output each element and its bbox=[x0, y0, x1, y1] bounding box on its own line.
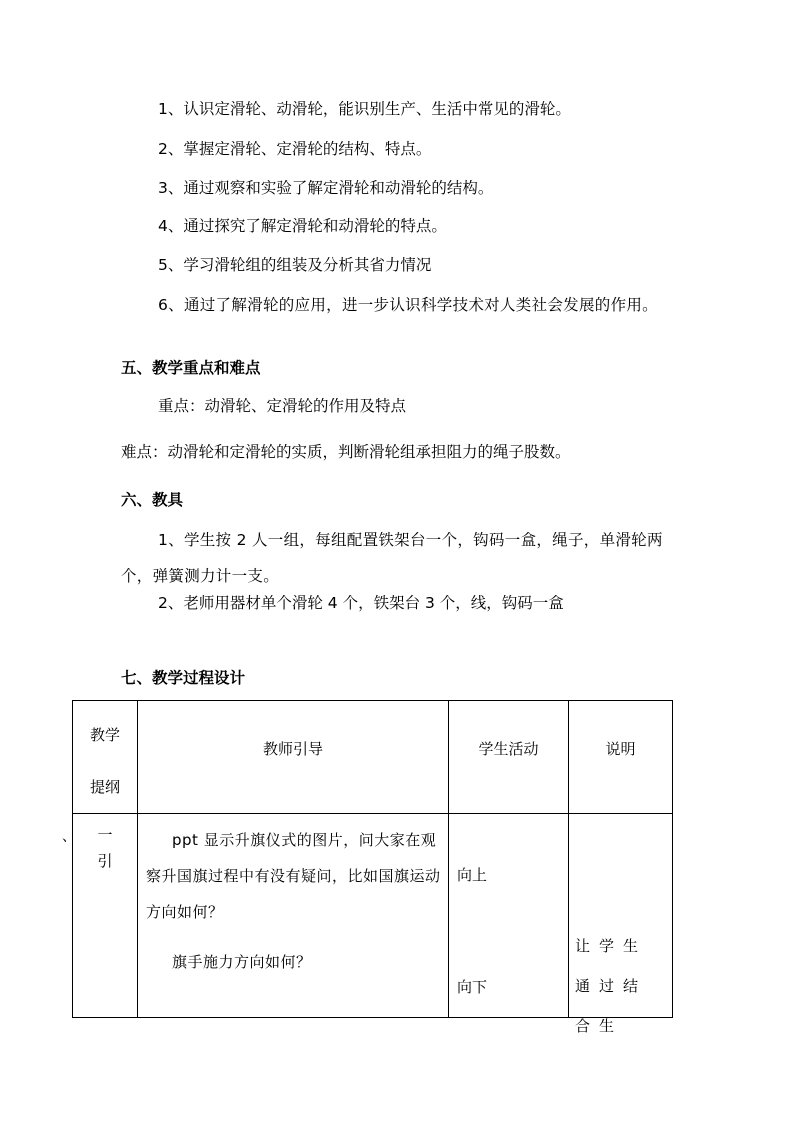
note-text: 让学生通过结合生 bbox=[575, 937, 648, 1035]
objective-4: 4、通过探究了解定滑轮和动滑轮的特点。 bbox=[158, 217, 447, 235]
section5-heading: 五、教学重点和难点 bbox=[121, 359, 261, 377]
stage-line2: 引 bbox=[97, 852, 113, 870]
objective-1: 1、认识定滑轮、动滑轮，能识别生产、生活中常见的滑轮。 bbox=[158, 100, 571, 118]
section6-heading: 六、教具 bbox=[121, 491, 184, 509]
teacher-cell bbox=[138, 814, 449, 1018]
table-row bbox=[73, 814, 673, 1018]
header-outline-line1: 教学 bbox=[89, 726, 120, 744]
objective-5: 5、学习滑轮组的组装及分析其省力情况 bbox=[158, 256, 432, 274]
stage-cell bbox=[73, 814, 138, 1018]
student-activity-1: 向上 bbox=[457, 866, 488, 884]
header-student bbox=[449, 701, 569, 814]
header-note bbox=[569, 701, 673, 814]
key-point: 重点：动滑轮、定滑轮的作用及特点 bbox=[158, 397, 407, 415]
header-outline-line2: 提纲 bbox=[89, 778, 120, 796]
teacher-paragraph-2: 旗手施力方向如何？ bbox=[172, 953, 312, 971]
equipment-item-2: 2、老师用器材单个滑轮 4 个，铁架台 3 个，线，钩码一盒 bbox=[158, 594, 564, 612]
header-outline bbox=[73, 701, 138, 814]
margin-mark: 、 bbox=[62, 829, 76, 845]
student-cell bbox=[449, 814, 569, 1018]
objective-6: 6、通过了解滑轮的应用，进一步认识科学技术对人类社会发展的作用。 bbox=[158, 296, 658, 314]
stage-line1: 一 bbox=[97, 826, 113, 844]
objective-3: 3、通过观察和实验了解定滑轮和动滑轮的结构。 bbox=[158, 179, 494, 197]
note-cell bbox=[569, 814, 673, 1035]
difficulty: 难点：动滑轮和定滑轮的实质，判断滑轮组承担阻力的绳子股数。 bbox=[121, 443, 571, 461]
table-header-row bbox=[73, 701, 673, 814]
header-teacher-label: 教师引导 bbox=[262, 740, 323, 758]
process-table bbox=[72, 700, 673, 1035]
header-note-label: 说明 bbox=[605, 740, 636, 758]
header-teacher bbox=[138, 701, 449, 814]
equipment-item-1: 1、学生按 2 人一组，每组配置铁架台一个，钩码一盒，绳子，单滑轮两个，弹簧测力计一支。 bbox=[121, 531, 663, 585]
teacher-paragraph-1: ppt 显示升旗仪式的图片，问大家在观察升国旗过程中有没有疑问，比如国旗运动方向如何？ bbox=[146, 831, 441, 921]
header-student-label: 学生活动 bbox=[478, 740, 539, 758]
objective-2: 2、掌握定滑轮、定滑轮的结构、特点。 bbox=[158, 140, 432, 158]
student-activity-2: 向下 bbox=[457, 978, 488, 996]
section7-heading: 七、教学过程设计 bbox=[121, 669, 246, 687]
